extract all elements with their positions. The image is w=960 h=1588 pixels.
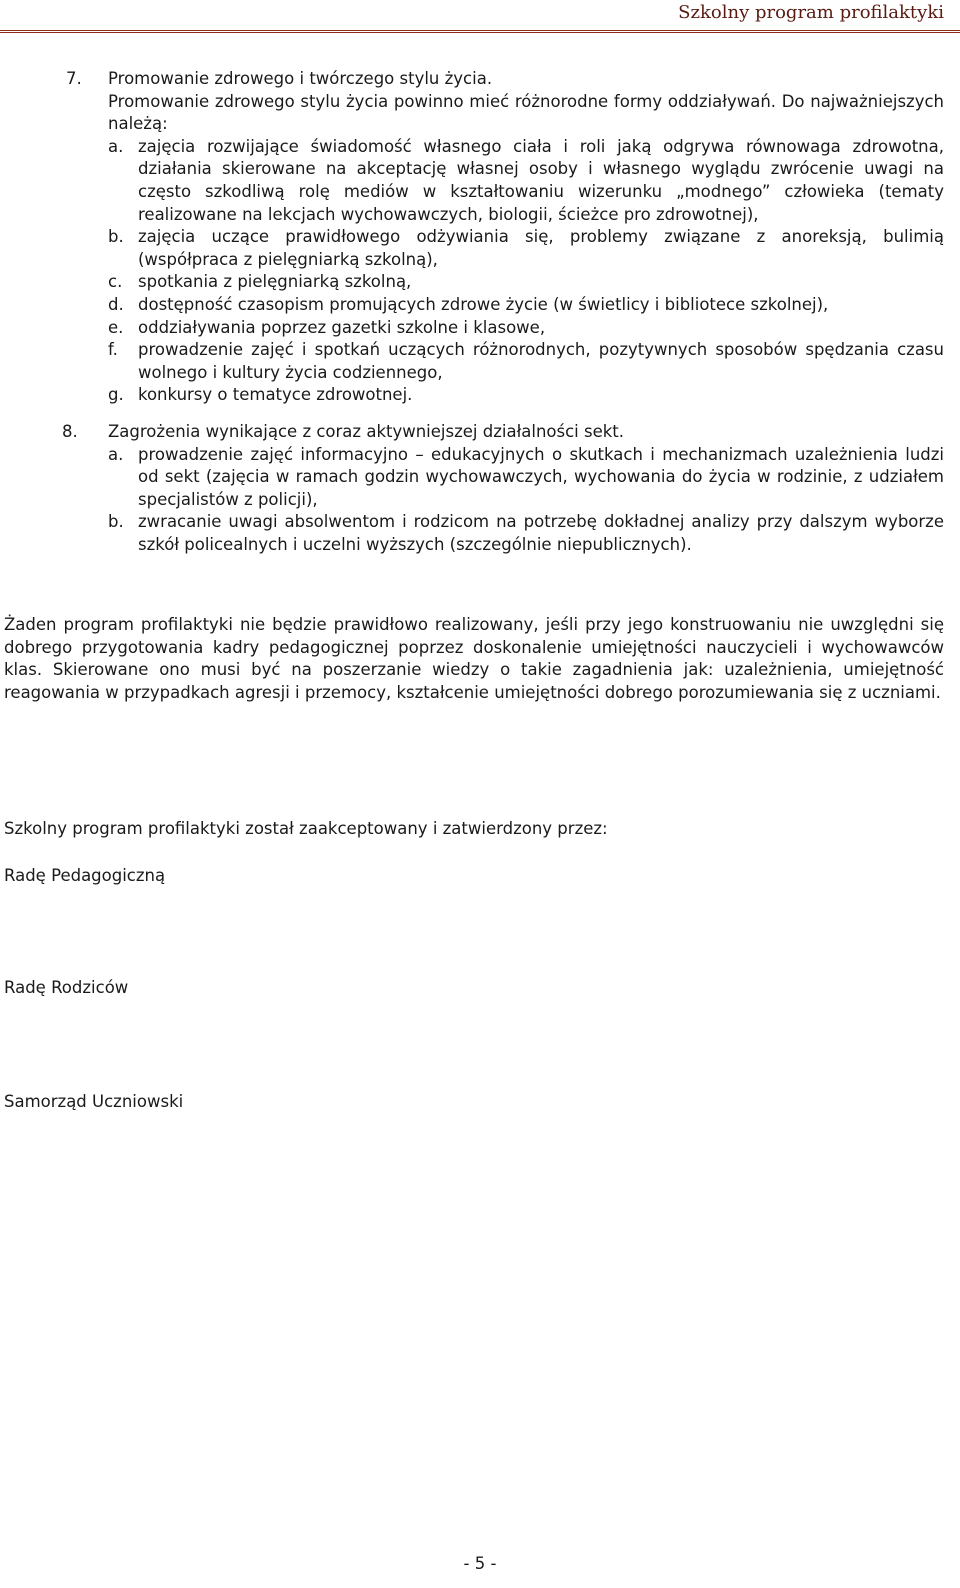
page-number: - 5 - [463, 1554, 497, 1573]
list-item-text: dostępność czasopism promujących zdrowe życie (w świetlicy i bibliotece szkolnej), [138, 294, 829, 314]
list-item-text: zajęcia rozwijające świadomość własnego ciała i roli jaką odgrywa równowaga zdrowotna, działania skierowane na akceptację własnej osoby i własnego wyglądu zwrócenie uwagi na często szkodliwą rolę mediów w kształtowaniu wizerunku „modnego” człowieka (tematy realizowane na lekcjach wychowawczych, biologii, ścieżce pro zdrowotnej), [138, 136, 944, 224]
list-item [108, 339, 944, 384]
section-number: 8. [62, 421, 78, 441]
list-item [108, 271, 944, 294]
list-item-letter: c. [108, 272, 123, 292]
list-item-text: konkursy o tematyce zdrowotnej. [138, 385, 413, 405]
list-item-letter: g. [108, 385, 124, 405]
list-item-letter: d. [108, 294, 124, 314]
list-item-text: spotkania z pielęgniarką szkolną, [138, 272, 412, 292]
approval-body-parents-council: Radę Rodziców [4, 978, 129, 997]
closing-paragraph: Żaden program profilaktyki nie będzie prawidłowo realizowany, jeśli przy jego konstruowaniu nie uwzględni się dobrego przygotowania kadry pedagogicznej poprzez doskonalenie umiejętności nauczycieli i wychowawców klas. Skierowane ono musi być na poszerzanie wiedzy o takie zagadnienia jak: uzależnienia, umiejętność reagowania w przypadkach agresji i przemocy, kształcenie umiejętności dobrego porozumiewania się z uczniami. [4, 615, 944, 702]
list-item-letter: a. [108, 444, 124, 464]
section-title: Promowanie zdrowego i twórczego stylu życia. [108, 69, 493, 88]
approval-statement: Szkolny program profilaktyki został zaakceptowany i zatwierdzony przez: [4, 819, 608, 838]
list-item-letter: a. [108, 136, 124, 156]
list-item [108, 294, 944, 317]
section-number: 7. [66, 69, 82, 88]
section-intro: Promowanie zdrowego stylu życia powinno mieć różnorodne formy oddziaływań. Do najważniejszych należą: [108, 91, 944, 134]
list-item [108, 384, 944, 407]
list-item-letter: b. [108, 227, 124, 247]
list-item-text: oddziaływania poprzez gazetki szkolne i klasowe, [138, 317, 546, 337]
main-content [62, 68, 944, 556]
approval-body-pedagogical-council: Radę Pedagogiczną [4, 866, 166, 885]
section-8 [62, 421, 944, 557]
header-divider [0, 30, 960, 33]
list-item-text: prowadzenie zajęć informacyjno – edukacyjnych o skutkach i mechanizmach uzależnienia ludzi od sekt (zajęcia w ramach godzin wychowawczych, wychowania do życia w rodzinie, z udziałem specjalistów z policji), [138, 444, 944, 509]
section-title: Zagrożenia wynikające z coraz aktywniejszej działalności sekt. [108, 421, 625, 441]
list-item [108, 226, 944, 271]
approval-body-student-council: Samorząd Uczniowski [4, 1092, 184, 1111]
list-item-letter: e. [108, 317, 124, 337]
list-item [108, 444, 944, 512]
section-7 [66, 68, 944, 407]
header-title: Szkolny program profilaktyki [678, 2, 944, 23]
list-item-letter: b. [108, 512, 124, 532]
list-item [108, 317, 944, 340]
list-item [108, 136, 944, 226]
list-item-text: prowadzenie zajęć i spotkań uczących różnorodnych, pozytywnych sposobów spędzania czasu wolnego i kultury życia codziennego, [138, 340, 944, 382]
list-item [108, 511, 944, 556]
list-item-text: zajęcia uczące prawidłowego odżywiania się, problemy związane z anoreksją, bulimią (współpraca z pielęgniarką szkolną), [138, 227, 944, 269]
list-item-text: zwracanie uwagi absolwentom i rodzicom na potrzebę dokładnej analizy przy dalszym wyborze szkół policealnych i uczelni wyższych (szczególnie niepublicznych). [138, 512, 944, 554]
list-item-letter: f. [108, 340, 118, 360]
